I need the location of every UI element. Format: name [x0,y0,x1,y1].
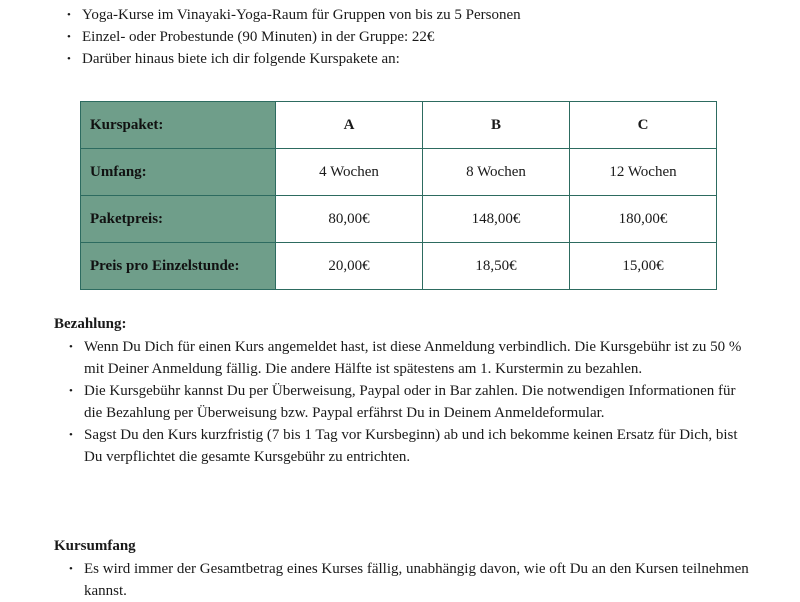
table-cell: 18,50€ [423,243,570,290]
bezahlung-list [84,336,754,468]
list-item: • Sagst Du den Kurs kurzfristig (7 bis 1 Tag vor Kursbeginn) ab und ich bekomme keinen Ersatz für Dich, bist Du verpflichtet die gesamte Kursgebühr zu entrichten. [84,424,754,468]
table-row [81,149,717,196]
kursumfang-list [84,558,754,602]
table-cell: 12 Wochen [570,149,717,196]
table-cell: 15,00€ [570,243,717,290]
list-item: • Wenn Du Dich für einen Kurs angemeldet hast, ist diese Anmeldung verbindlich. Die Kursgebühr ist zu 50 % mit Deiner Anmeldung fällig. Die andere Hälfte ist spätestens am 1. Kurstermin zu bezahlen. [84,336,754,380]
section-title-bezahlung: Bezahlung: [54,316,127,332]
row-header: Umfang: [81,149,276,196]
row-header: Kurspaket: [81,102,276,149]
row-header: Paketpreis: [81,196,276,243]
list-item: • Yoga-Kurse im Vinayaki-Yoga-Raum für Gruppen von bis zu 5 Personen [82,4,782,26]
table-cell: 148,00€ [423,196,570,243]
table-row [81,102,717,149]
list-item: • Darüber hinaus biete ich dir folgende Kurspakete an: [82,48,782,70]
row-header: Preis pro Einzelstunde: [81,243,276,290]
list-item: • Einzel- oder Probestunde (90 Minuten) in der Gruppe: 22€ [82,26,782,48]
table-cell: 180,00€ [570,196,717,243]
list-item: • Es wird immer der Gesamtbetrag eines Kurses fällig, unabhängig davon, wie oft Du an den Kursen teilnehmen kannst. [84,558,754,602]
table-cell: C [570,102,717,149]
price-table [80,101,717,290]
table-cell: 20,00€ [276,243,423,290]
table-row [81,196,717,243]
section-title-kursumfang: Kursumfang [54,538,136,554]
intro-list [82,4,782,70]
list-item: • Die Kursgebühr kannst Du per Überweisung, Paypal oder in Bar zahlen. Die notwendigen Informationen für die Bezahlung per Überweisung bzw. Paypal erfährst Du in Deinem Anmeldeformular. [84,380,754,424]
table-cell: 8 Wochen [423,149,570,196]
table-cell: B [423,102,570,149]
table-cell: 4 Wochen [276,149,423,196]
table-cell: 80,00€ [276,196,423,243]
table-cell: A [276,102,423,149]
table-row [81,243,717,290]
